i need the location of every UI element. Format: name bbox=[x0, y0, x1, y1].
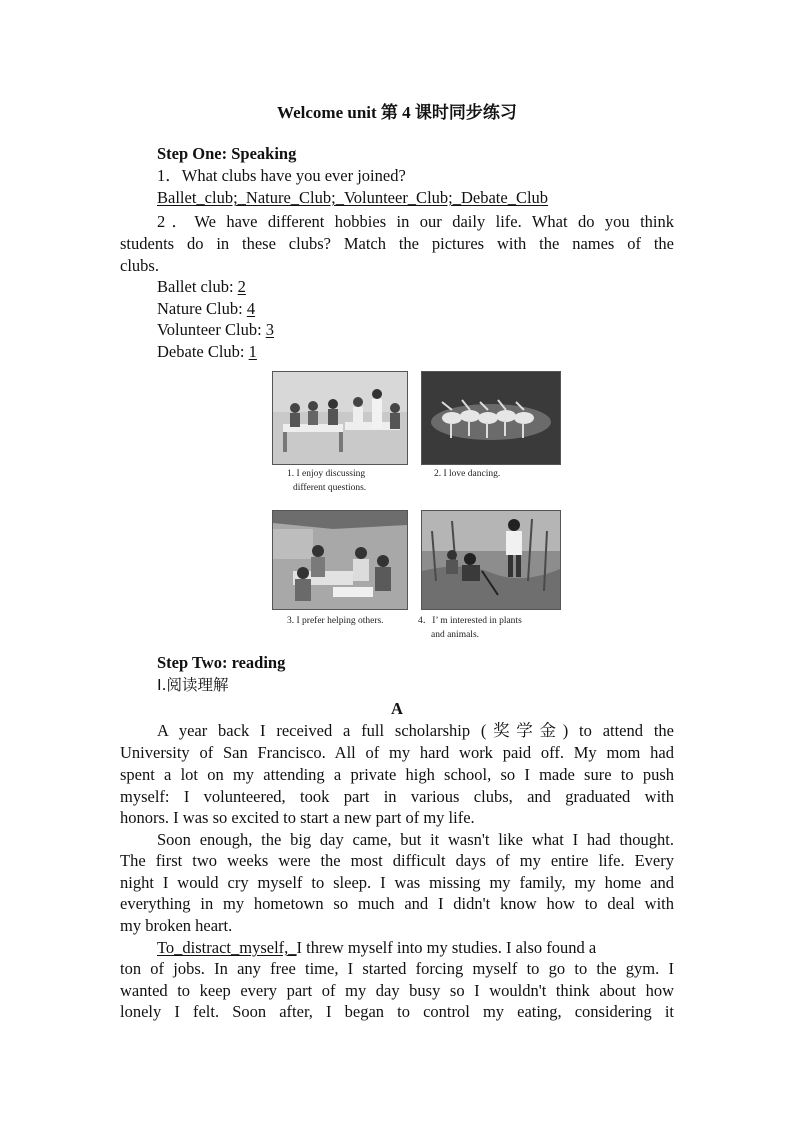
ballet-club-photo bbox=[421, 371, 561, 465]
match-answer: 3 bbox=[265, 320, 275, 339]
passage-line: my broken heart. bbox=[120, 916, 233, 935]
passage-line: myself: I volunteered, took part in various clubs, and graduated with bbox=[120, 787, 674, 806]
match-answer: 2 bbox=[237, 277, 246, 296]
picture-4-caption bbox=[418, 615, 522, 642]
passage-line: honors. I was so excited to start a new part of my life. bbox=[120, 808, 475, 827]
passage-line: wanted to keep every part of my day busy so I wouldn't think about how bbox=[120, 981, 674, 1000]
step-one-heading: Step One: Speaking bbox=[157, 144, 297, 163]
passage-line: The first two weeks were the most difficult days of my entire life. Every bbox=[120, 851, 674, 870]
nature-club-photo bbox=[421, 510, 561, 610]
passage-line: everything in my hometown so much and I didn't know how to deal with bbox=[120, 894, 674, 913]
match-answer: 4 bbox=[246, 299, 256, 318]
caption-line: and animals. bbox=[431, 629, 480, 640]
question-1-answer bbox=[120, 187, 674, 209]
passage-line: A year back I received a full scholarship (奖学金) to attend the bbox=[157, 721, 674, 740]
match-row bbox=[120, 298, 674, 320]
passage-line-text: I threw myself into my studies. I also found a bbox=[296, 938, 597, 957]
section-heading: Ⅰ.阅读理解 bbox=[157, 676, 229, 694]
picture-3-caption bbox=[287, 615, 384, 629]
debate-club-photo bbox=[272, 371, 408, 465]
question-2-line-3: clubs. bbox=[120, 256, 159, 275]
match-label: Volunteer Club: bbox=[157, 320, 266, 339]
volunteer-club-photo bbox=[272, 510, 408, 610]
match-label: Nature Club: bbox=[157, 299, 247, 318]
match-row bbox=[120, 341, 674, 363]
match-answer: 1 bbox=[248, 342, 257, 361]
match-row bbox=[120, 319, 674, 341]
passage-line: Soon enough, the big day came, but it wasn't like what I had thought. bbox=[157, 830, 674, 849]
answer-text: Ballet_club;_Nature_Club;_Volunteer_Club;_Debate_Club bbox=[157, 188, 549, 207]
passage-line: ton of jobs. In any free time, I started forcing myself to go to the gym. I bbox=[120, 959, 674, 978]
caption-line: different questions. bbox=[293, 482, 367, 493]
question-1: 1．What clubs have you ever joined? bbox=[157, 166, 406, 185]
passage-line: University of San Francisco. All of my hard work paid off. My mom had bbox=[120, 743, 674, 762]
match-label: Ballet club: bbox=[157, 277, 238, 296]
page-title: Welcome unit 第 4 课时同步练习 bbox=[277, 103, 517, 122]
caption-line: 3. I prefer helping others. bbox=[287, 616, 384, 626]
match-row bbox=[120, 276, 674, 298]
caption-line: 2. I love dancing. bbox=[434, 469, 501, 479]
passage-line: lonely I felt. Soon after, I began to control my eating, considering it bbox=[120, 1002, 674, 1021]
underlined-phrase: To_distract_myself,_ bbox=[157, 938, 297, 957]
passage-line: spent a lot on my attending a private high school, so I made sure to push bbox=[120, 765, 674, 784]
passage-line: night I would cry myself to sleep. I was missing my family, my home and bbox=[120, 873, 674, 892]
passage-line bbox=[120, 937, 674, 959]
question-2-line-1: 2．We have different hobbies in our daily life. What do you think bbox=[157, 212, 674, 231]
picture-2-caption bbox=[434, 468, 500, 482]
picture-1-caption bbox=[287, 468, 366, 495]
step-two-heading: Step Two: reading bbox=[157, 653, 286, 672]
caption-line: 4．I’ m interested in plants bbox=[418, 616, 522, 626]
passage-label: A bbox=[391, 699, 403, 718]
question-2-line-2: students do in these clubs? Match the pictures with the names of the bbox=[120, 234, 674, 253]
match-label: Debate Club: bbox=[157, 342, 249, 361]
caption-line: 1. I enjoy discussing bbox=[287, 469, 366, 479]
